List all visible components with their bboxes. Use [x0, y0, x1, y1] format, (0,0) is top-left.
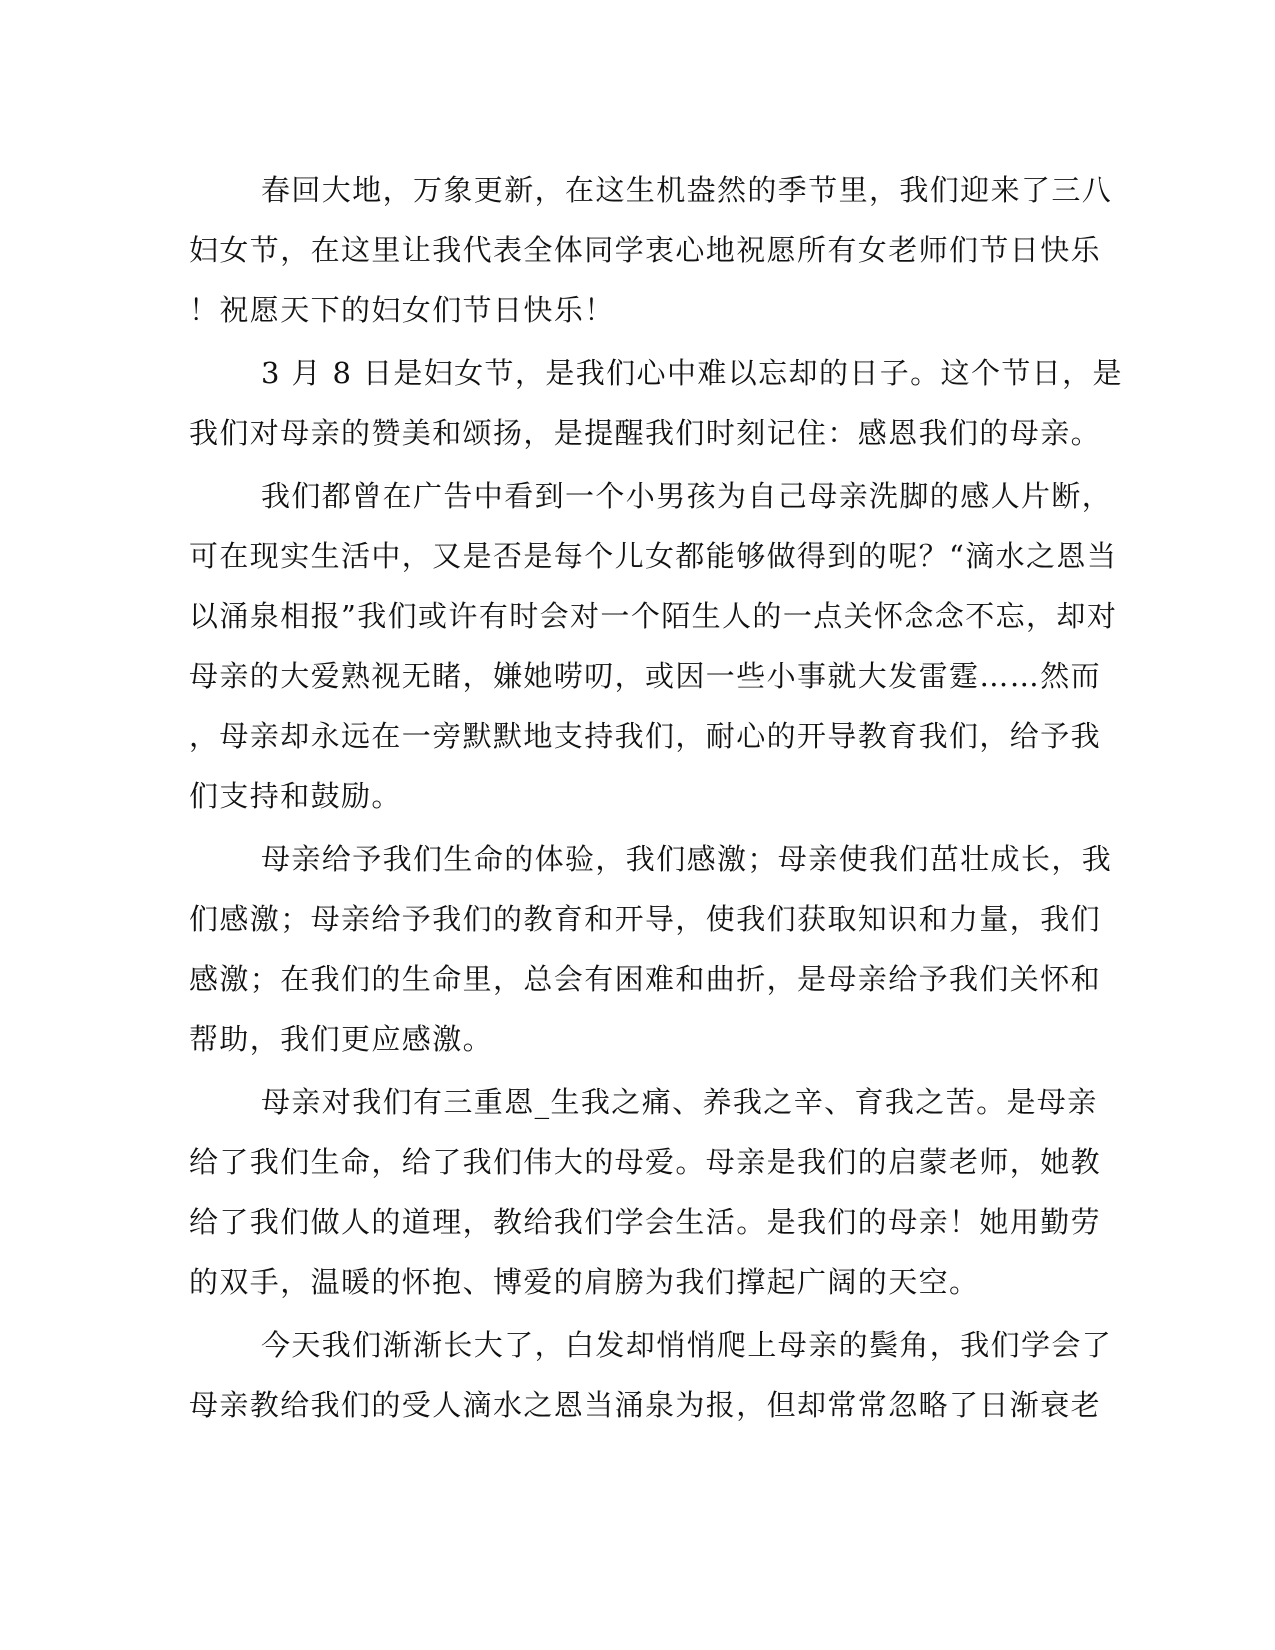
text-line: 给了我们做人的道理，教给我们学会生活。是我们的母亲！她用勤劳 — [189, 1205, 1102, 1239]
text-line: 我们都曾在广告中看到一个小男孩为自己母亲洗脚的感人片断， — [261, 479, 1113, 513]
text-line: 母亲教给我们的受人滴水之恩当涌泉为报，但却常常忽略了日渐衰老 — [189, 1388, 1102, 1422]
text-line: 给了我们生命，给了我们伟大的母爱。母亲是我们的启蒙老师，她教 — [189, 1145, 1102, 1179]
text-line: 的双手，温暖的怀抱、博爱的肩膀为我们撑起广阔的天空。 — [189, 1265, 980, 1299]
text-line: 们感激；母亲给予我们的教育和开导，使我们获取知识和力量，我们 — [189, 902, 1102, 936]
text-line: 帮助，我们更应感激。 — [189, 1022, 494, 1056]
text-line: 今天我们渐渐长大了，白发却悄悄爬上母亲的鬓角，我们学会了 — [261, 1328, 1113, 1362]
text-line: ！祝愿天下的妇女们节日快乐！ — [189, 293, 615, 327]
text-line: 春回大地，万象更新，在这生机盎然的季节里，我们迎来了三八 — [261, 173, 1113, 207]
text-line: 母亲对我们有三重恩_生我之痛、养我之辛、育我之苦。是母亲 — [261, 1085, 1098, 1119]
text-line: ，母亲却永远在一旁默默地支持我们，耐心的开导教育我们，给予我 — [189, 719, 1102, 753]
text-line: 母亲的大爱熟视无睹，嫌她唠叨，或因一些小事就大发雷霆……然而 — [189, 659, 1102, 693]
text-line: 妇女节，在这里让我代表全体同学衷心地祝愿所有女老师们节日快乐 — [189, 233, 1102, 267]
text-line: 3 月 8 日是妇女节，是我们心中难以忘却的日子。这个节日，是 — [261, 356, 1123, 390]
text-line: 母亲给予我们生命的体验，我们感激；母亲使我们茁壮成长，我 — [261, 842, 1113, 876]
text-line: 们支持和鼓励。 — [189, 779, 402, 813]
text-line: 以涌泉相报”我们或许有时会对一个陌生人的一点关怀念念不忘，却对 — [189, 599, 1118, 633]
text-line: 我们对母亲的赞美和颂扬，是提醒我们时刻记住：感恩我们的母亲。 — [189, 416, 1102, 450]
body-text — [189, 160, 1123, 1435]
text-line: 可在现实生活中，又是否是每个儿女都能够做得到的呢？“滴水之恩当 — [189, 539, 1118, 573]
text-line: 感激；在我们的生命里，总会有困难和曲折，是母亲给予我们关怀和 — [189, 962, 1102, 996]
